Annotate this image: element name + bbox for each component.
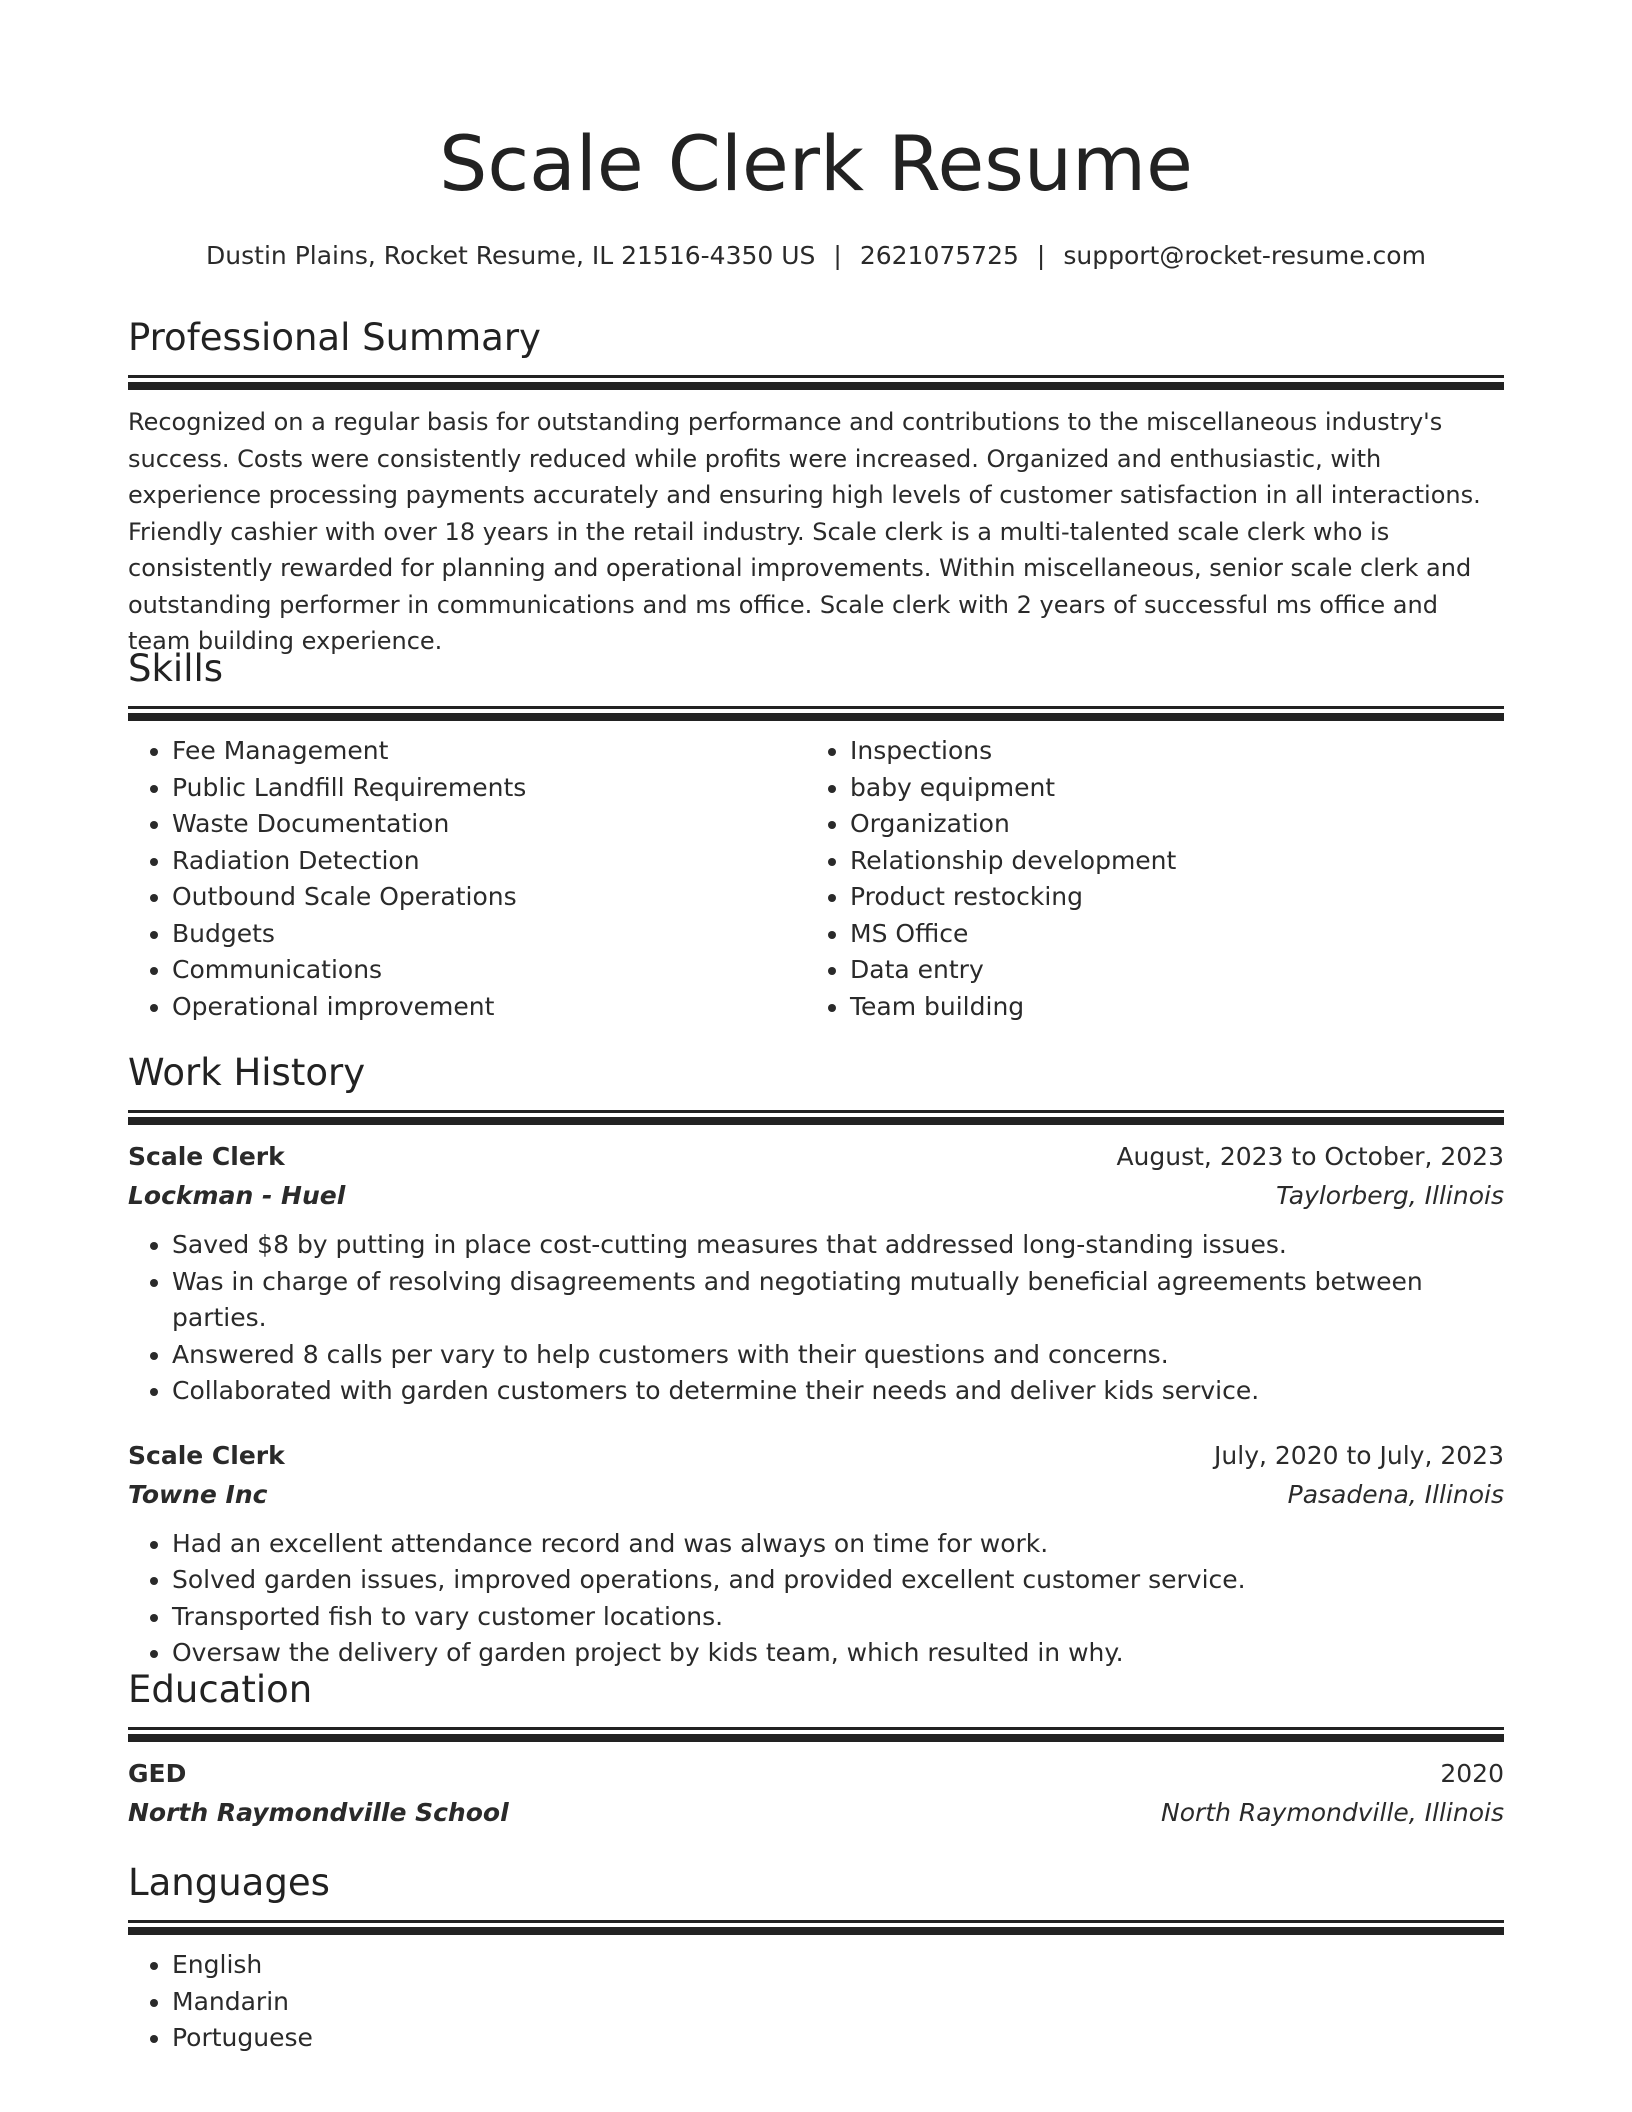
section-rule-thick (128, 713, 1504, 721)
skill-item: • Organization (850, 806, 1484, 843)
skill-item: • Team building (850, 989, 1484, 1026)
language-item: • English (172, 1947, 1504, 1984)
school-location: North Raymondville, Illinois (1161, 1798, 1504, 1827)
job-title: Scale Clerk (128, 1440, 285, 1470)
skill-item: • Fee Management (172, 733, 806, 770)
job-bullet: • Oversaw the delivery of garden project by kids team, which resulted in why. (172, 1635, 1504, 1672)
section-rule (128, 706, 1504, 709)
section-rule (128, 375, 1504, 378)
skill-item: • baby equipment (850, 770, 1484, 807)
skill-item: • Product restocking (850, 879, 1484, 916)
job-bullet: • Saved $8 by putting in place cost-cutting measures that addressed long-standing issues. (172, 1227, 1504, 1264)
languages-list (128, 1947, 1504, 2057)
skill-item: • Waste Documentation (172, 806, 806, 843)
job-bullet: • Answered 8 calls per vary to help customers with their questions and concerns. (172, 1337, 1504, 1374)
job-entry (128, 1436, 1504, 1672)
degree: GED (128, 1759, 187, 1788)
job-dates: July, 2020 to July, 2023 (1214, 1440, 1504, 1470)
company-name: Lockman - Huel (128, 1181, 346, 1210)
skills-section (128, 646, 1504, 1025)
company-name: Towne Inc (128, 1479, 268, 1509)
education-section (128, 1667, 1504, 1832)
job-bullet: • Had an excellent attendance record and was always on time for work. (172, 1526, 1504, 1563)
section-rule (128, 1920, 1504, 1923)
section-heading: Work History (128, 1051, 366, 1094)
skills-grid (128, 733, 1504, 1025)
job-bullet: • Solved garden issues, improved operations, and provided excellent customer service. (172, 1562, 1504, 1599)
job-location: Taylorberg, Illinois (1276, 1181, 1504, 1210)
skill-item: • Radiation Detection (172, 843, 806, 880)
skill-item: • Budgets (172, 916, 806, 953)
section-heading: Languages (128, 1861, 330, 1904)
languages-section (128, 1860, 1504, 2057)
separator: | (833, 241, 842, 270)
job-title: Scale Clerk (128, 1142, 285, 1171)
education-entry (128, 1754, 1504, 1832)
skill-item: • Relationship development (850, 843, 1484, 880)
graduation-year: 2020 (1440, 1759, 1504, 1788)
school-name: North Raymondville School (128, 1798, 509, 1827)
skill-item: • Outbound Scale Operations (172, 879, 806, 916)
job-bullet: • Transported fish to vary customer locations. (172, 1599, 1504, 1636)
skills-column-left (128, 733, 806, 1025)
skill-item: • Inspections (850, 733, 1484, 770)
resume-title: Scale Clerk Resume (439, 119, 1193, 208)
summary-section (128, 315, 1504, 660)
separator: | (1036, 241, 1046, 270)
address: Dustin Plains, Rocket Resume, IL 21516-4350 US (206, 241, 816, 270)
section-rule-thick (128, 1117, 1504, 1125)
section-rule (128, 1727, 1504, 1730)
job-dates: August, 2023 to October, 2023 (1116, 1142, 1504, 1171)
skill-item: • Public Landfill Requirements (172, 770, 806, 807)
email: support@rocket-resume.com (1063, 241, 1426, 270)
phone: 2621075725 (859, 241, 1019, 270)
job-entry (128, 1137, 1504, 1410)
section-heading: Professional Summary (128, 316, 541, 359)
work-history-section (128, 1050, 1504, 1672)
summary-text: Recognized on a regular basis for outstanding performance and contributions to the miscellaneous industry's success. Costs were consistently reduced while profits were increased. Organized and enthusiastic, with experience processing payments accurately and ensuring high levels of customer satisfaction in all interactions. Friendly cashier with over 18 years in the retail industry. Scale clerk is a multi-talented scale clerk who is consistently rewarded for planning and operational improvements. Within miscellaneous, senior scale clerk and outstanding performer in communications and ms office. Scale clerk with 2 years of successful ms office and team building experience. (128, 408, 1481, 655)
job-bullet: • Was in charge of resolving disagreements and negotiating mutually beneficial agreements between parties. (172, 1264, 1504, 1337)
section-rule-thick (128, 382, 1504, 390)
section-heading: Skills (128, 647, 224, 690)
job-bullet: • Collaborated with garden customers to determine their needs and deliver kids service. (172, 1373, 1504, 1410)
section-rule (128, 1110, 1504, 1113)
skill-item: • Communications (172, 952, 806, 989)
skill-item: • Data entry (850, 952, 1484, 989)
job-location: Pasadena, Illinois (1287, 1479, 1504, 1509)
skill-item: • MS Office (850, 916, 1484, 953)
contact-line (128, 238, 1504, 274)
language-item: • Portuguese (172, 2020, 1504, 2057)
skills-column-right (806, 733, 1484, 1025)
skill-item: • Operational improvement (172, 989, 806, 1026)
section-heading: Education (128, 1668, 313, 1711)
language-item: • Mandarin (172, 1984, 1504, 2021)
section-rule-thick (128, 1927, 1504, 1935)
section-rule-thick (128, 1734, 1504, 1742)
